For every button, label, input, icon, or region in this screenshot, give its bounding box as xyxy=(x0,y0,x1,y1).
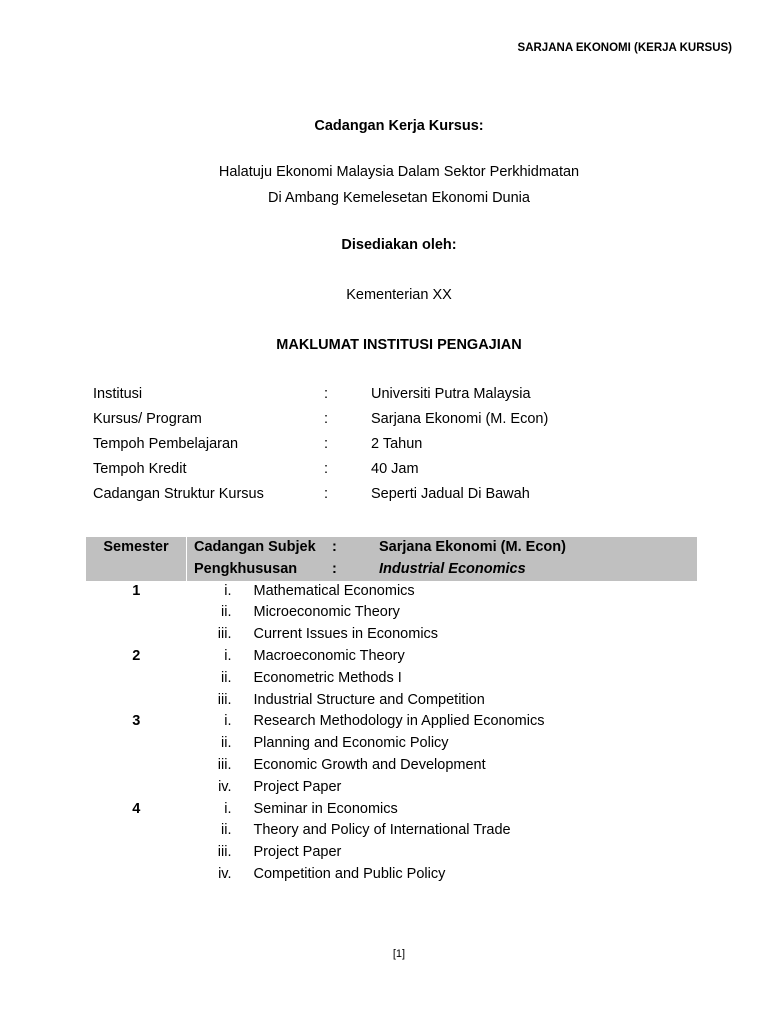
subject-index: i. xyxy=(224,713,232,730)
section-title: MAKLUMAT INSTITUSI PENGAJIAN xyxy=(276,337,522,353)
info-colon: : xyxy=(324,436,329,452)
subject-name: Econometric Methods I xyxy=(253,669,402,686)
subject-header-label: Cadangan Subjek xyxy=(194,539,316,555)
subject-name: Research Methodology in Applied Economics xyxy=(253,713,545,730)
subject-name: Mathematical Economics xyxy=(253,582,415,599)
semester-number xyxy=(86,777,187,799)
semester-number xyxy=(86,733,187,755)
subject-index: ii. xyxy=(221,669,232,686)
subject-index: iii. xyxy=(217,626,232,643)
info-colon: : xyxy=(324,411,329,427)
table-row xyxy=(86,842,697,864)
semester-number: 1 xyxy=(132,582,141,599)
page-number: [1] xyxy=(392,948,406,960)
table-row xyxy=(86,690,697,712)
course-structure-table xyxy=(86,537,697,886)
table-row xyxy=(86,777,697,799)
table-row xyxy=(86,864,697,886)
semester-number xyxy=(86,690,187,712)
subject-name: Project Paper xyxy=(253,844,342,861)
semester-number xyxy=(86,624,187,646)
subject-index: ii. xyxy=(221,735,232,752)
info-label: Tempoh Kredit xyxy=(93,461,187,477)
semester-number: 3 xyxy=(132,713,141,730)
subject-line-1: Halatuju Ekonomi Malaysia Dalam Sektor Perkhidmatan xyxy=(218,164,580,180)
subject-header-colon: : xyxy=(332,539,337,555)
table-row xyxy=(86,581,697,603)
table-row xyxy=(86,624,697,646)
semester-number xyxy=(86,864,187,886)
subject-index: i. xyxy=(224,647,232,664)
semester-number xyxy=(86,668,187,690)
subject-index: iv. xyxy=(218,778,232,795)
info-label: Institusi xyxy=(93,386,143,402)
semester-header: Semester xyxy=(86,537,187,581)
info-colon: : xyxy=(324,486,329,502)
info-value: Sarjana Ekonomi (M. Econ) xyxy=(371,411,549,427)
info-value: 40 Jam xyxy=(371,461,419,477)
prepared-by-label: Disediakan oleh: xyxy=(341,237,457,253)
subject-name: Economic Growth and Development xyxy=(253,756,486,773)
specialisation-colon: : xyxy=(332,560,337,577)
semester-number xyxy=(86,755,187,777)
info-label: Tempoh Pembelajaran xyxy=(93,436,239,452)
subject-index: ii. xyxy=(221,604,232,621)
semester-number xyxy=(86,842,187,864)
semester-number: 2 xyxy=(132,647,141,664)
info-colon: : xyxy=(324,461,329,477)
semester-number xyxy=(86,602,187,624)
subject-name: Seminar in Economics xyxy=(253,800,398,817)
info-value: 2 Tahun xyxy=(371,436,423,452)
subject-header-value: Sarjana Ekonomi (M. Econ) xyxy=(379,539,566,555)
subject-index: iv. xyxy=(218,865,232,882)
table-header-row xyxy=(86,537,697,581)
table-row xyxy=(86,799,697,821)
info-label: Kursus/ Program xyxy=(93,411,202,427)
table-row xyxy=(86,820,697,842)
specialisation-value: Industrial Economics xyxy=(379,560,526,577)
subject-index: i. xyxy=(224,582,232,599)
prepared-by: Kementerian XX xyxy=(346,287,452,303)
page-header: SARJANA EKONOMI (KERJA KURSUS) xyxy=(517,42,732,54)
subject-line-2: Di Ambang Kemelesetan Ekonomi Dunia xyxy=(268,190,530,206)
info-label: Cadangan Struktur Kursus xyxy=(93,486,264,502)
subject-index: iii. xyxy=(217,844,232,861)
semester-number xyxy=(86,820,187,842)
info-value: Universiti Putra Malaysia xyxy=(371,386,531,402)
subject-name: Project Paper xyxy=(253,778,342,795)
subject-name: Microeconomic Theory xyxy=(253,604,400,621)
subject-name: Theory and Policy of International Trade xyxy=(253,822,511,839)
info-value: Seperti Jadual Di Bawah xyxy=(371,486,530,502)
subject-index: iii. xyxy=(217,756,232,773)
table-row xyxy=(86,668,697,690)
info-colon: : xyxy=(324,386,329,402)
subject-name: Planning and Economic Policy xyxy=(253,735,449,752)
table-row xyxy=(86,602,697,624)
table-row xyxy=(86,755,697,777)
specialisation-label: Pengkhususan xyxy=(194,560,298,577)
subject-name: Industrial Structure and Competition xyxy=(253,691,485,708)
subject-index: iii. xyxy=(217,691,232,708)
table-row xyxy=(86,711,697,733)
table-row xyxy=(86,646,697,668)
subject-name: Competition and Public Policy xyxy=(253,865,446,882)
subject-index: i. xyxy=(224,800,232,817)
table-row xyxy=(86,733,697,755)
subject-name: Current Issues in Economics xyxy=(253,626,439,643)
proposal-title: Cadangan Kerja Kursus: xyxy=(314,118,484,134)
subject-name: Macroeconomic Theory xyxy=(253,647,405,664)
subject-header xyxy=(187,537,698,581)
semester-number: 4 xyxy=(132,800,141,817)
subject-index: ii. xyxy=(221,822,232,839)
